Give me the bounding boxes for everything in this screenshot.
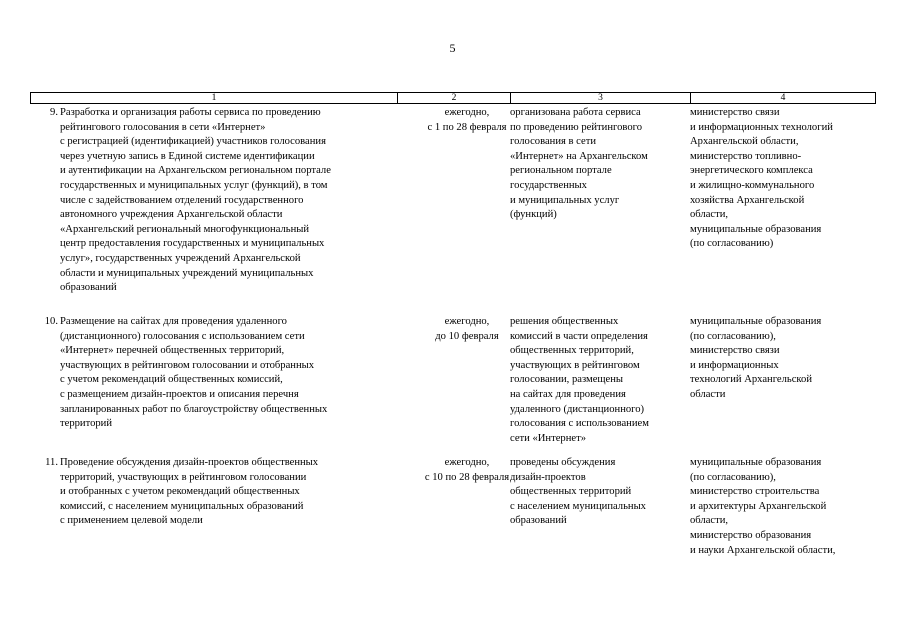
row-responsible: министерство связи и информационных технологий Архангельской области, министерство топливно- энергетического комплекса и жилищно-коммунального хозяйства Архангельской области, муниципальные образования (по согласованию) bbox=[690, 107, 833, 250]
row-responsible: муниципальные образования (по согласованию), министерство строительства и архитектуры Архангельской области, министерство образования и науки Архангельской области, bbox=[690, 457, 836, 556]
page-number: 5 bbox=[449, 41, 456, 55]
header-col-4: 4 bbox=[780, 93, 786, 103]
header-col-3: 3 bbox=[511, 93, 691, 103]
row-term: ежегодно, с 1 по 28 февраля bbox=[427, 107, 507, 133]
row-number: 10. bbox=[44, 316, 58, 327]
row-number: 11. bbox=[45, 457, 58, 468]
row-result: проведены обсуждения дизайн-проектов общественных территорий с населением муниципальных образований bbox=[510, 457, 646, 527]
row-term: ежегодно, с 10 по 28 февраля bbox=[424, 457, 510, 483]
row-description: Разработка и организация работы сервиса по проведению рейтингового голосования в сети «Интернет» с регистрацией (идентификацией) участников голосования через учетную запись в Единой системе идентификации и аутентификации на Архангельском региональном портале государственных и муниципальных услуг (функций), в том числе с задействованием отделений государственного автономного учреждения Архангельской области «Архангельский региональный многофункциональный центр предоставления государственных и муниципальных услуг», государственных учреждений Архангельской области и муниципальных учреждений муниципальных образований bbox=[60, 107, 331, 294]
row-result: организована работа сервиса по проведению рейтингового голосования в сети «Интернет» на Архангельском региональном портале государственных и муниципальных услуг (функций) bbox=[510, 107, 648, 221]
row-responsible: муниципальные образования (по согласованию), министерство связи и информационных технологий Архангельской области bbox=[690, 316, 822, 400]
table-header bbox=[30, 92, 876, 104]
row-description: Проведение обсуждения дизайн-проектов общественных территорий, участвующих в рейтинговом голосовании и отобранных с учетом рекомендаций общественных комиссий, с населением муниципальных образований с применением целевой модели bbox=[60, 457, 319, 527]
header-col-1: 1 bbox=[31, 93, 398, 103]
row-result: решения общественных комиссий в части определения общественных территорий, участвующих в рейтинговом голосовании, размещены на сайтах для проведения удаленного (дистанционного) голосования с использованием сети «Интернет» bbox=[510, 316, 649, 444]
header-col-2: 2 bbox=[398, 93, 511, 103]
row-term: ежегодно, до 10 февраля bbox=[435, 316, 499, 342]
row-description: Размещение на сайтах для проведения удаленного (дистанционного) голосования с использованием сети «Интернет» перечней общественных территорий, участвующих в рейтинговом голосовании и отобранных с учетом рекомендаций общественных комиссий, с размещением дизайн-проектов и описания перечня запланированных работ по благоустройству общественных территорий bbox=[60, 316, 328, 430]
row-number: 9. bbox=[50, 107, 58, 118]
